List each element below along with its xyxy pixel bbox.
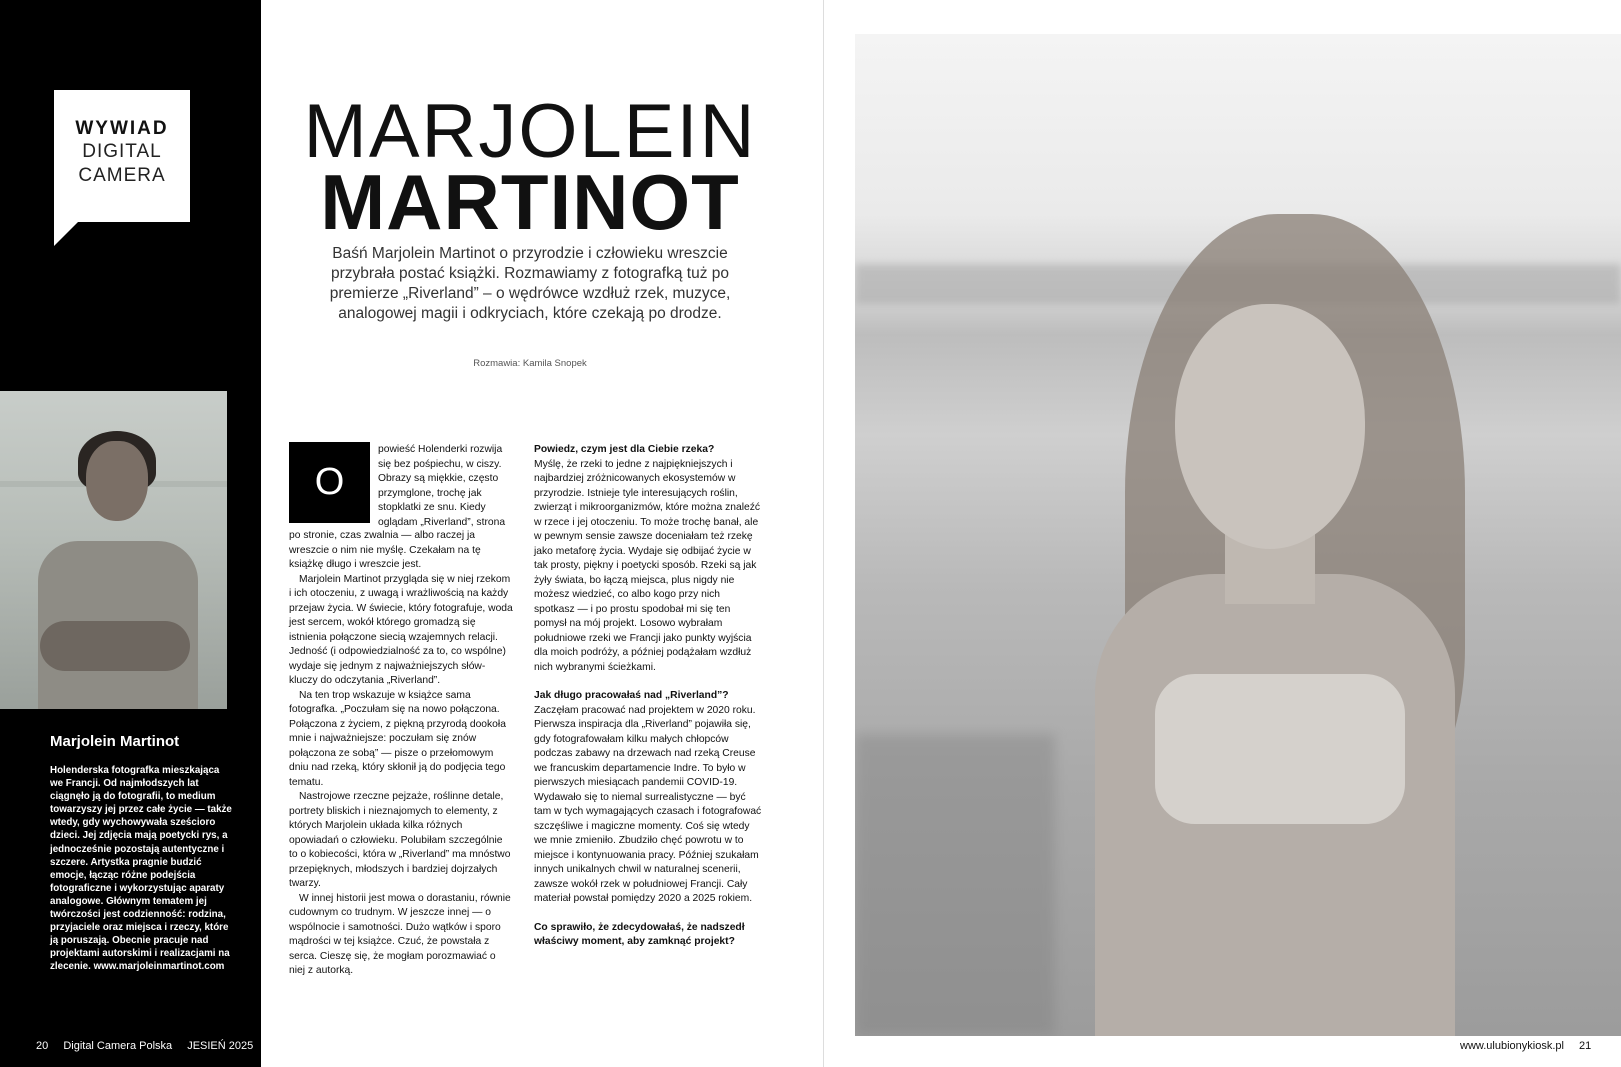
- featured-photo: [855, 34, 1621, 1036]
- photo-foreground-plants: [855, 734, 1055, 1036]
- footer-left: [36, 1040, 253, 1052]
- drop-cap-box: [289, 442, 370, 523]
- portrait-crossed-arms: [40, 621, 190, 671]
- column1-body: [289, 529, 513, 979]
- column2-body: [534, 443, 762, 950]
- interview-question: Jak długo pracowałaś nad „Riverland”?: [534, 690, 729, 701]
- lead-paragraph: Baśń Marjolein Martinot o przyrodzie i człowieku wreszcie przybrała postać książki. Rozmawiamy z fotografką tuż po premierze „Riverland” – o wędrówce wzdłuż rzek, muzyce, analogowej magii i odkryciach, które czekają po drodze.: [329, 245, 731, 322]
- footer-url: www.ulubionykiosk.pl: [1460, 1040, 1564, 1052]
- column1-paragraph: po stronie, czas zwalnia — albo raczej ja wreszcie o nim nie myślę. Czekałam na tę książkę długo i wreszcie jest.: [289, 530, 481, 570]
- page-number-left: 20: [36, 1040, 49, 1052]
- footer-right: [1460, 1040, 1591, 1052]
- column1-intro: powieść Holenderki rozwija się bez pośpiechu, w ciszy. Obrazy są miękkie, często przymglone, trochę jak stopklatki ze snu. Kiedy oglądam „Riverland”, strona: [378, 444, 506, 528]
- column1-paragraph: Marjolein Martinot przygląda się w niej rzekom i ich otoczeniu, z uwagą i wrażliwością na każdy przejaw życia. W świecie, który fotografuje, woda jest sercem, wokół którego gromadzą się istnienia połączone siecią wzajemnych relacji. Jedność (i odpowiedzialność za to, co wspólne) wydaje się jednym z najważniejszych słów-kluczy do odczytania „Riverland”.: [289, 573, 513, 686]
- author-portrait-photo: [0, 391, 227, 709]
- column1-paragraph: Nastrojowe rzeczne pejzaże, roślinne detale, portrety bliskich i nieznajomych to elementy, z których Marjolein układa kilka różnych opowiadań o człowieku. Polubiłam szczególnie to o kobiecości, która w „Riverland” ma mnóstwo przepięknych, młodszych i bardziej dojrzałych twarzy.: [289, 791, 511, 889]
- drop-cap-letter: O: [314, 461, 345, 503]
- interview-question: Powiedz, czym jest dla Ciebie rzeka?: [534, 444, 715, 455]
- column1-paragraph: Na ten trop wskazuje w książce sama fotografka. „Poczułam się na nowo połączona. Połączona z życiem, z piękną przyrodą dookoła mnie i najważniejsze: poczułam się znów połączona ze sobą” — pisze o przełomowym dniu nad rzeką, który skłonił ją do podjęcia tego tematu.: [289, 689, 506, 788]
- interview-question: Co sprawiło, że zdecydowałaś, że nadszedł właściwy moment, aby zamknąć projekt?: [534, 921, 745, 947]
- article-title-line1: MARJOLEIN: [303, 89, 757, 174]
- section-tag-line3: CAMERA: [78, 165, 166, 186]
- page-number-right: 21: [1579, 1040, 1592, 1052]
- interview-answer: Myślę, że rzeki to jedne z najpiękniejszych i najbardziej zróżnicowanych ekosystemów w przyrodzie. Istnieje tyle interesujących roślin, zwierząt i mikroorganizmów, które można znaleźć w rzece i jej otoczeniu. To może trochę banał, ale w pewnym sensie zawsze doceniałam też rzekę jako metaforę życia. Wydaje się odbijać życie w tak prosty, piękny i poetycki sposób. Rzeki są jak żyły świata, bo łączą miejsca, plus nigdy nie możesz wiedzieć, co albo kogo przy nich spotkasz — i po prostu spodobał mi się ten pomysł na mój projekt. Losowo wybrałam południowe rzeki we Francji jako punkty wyjścia dla moich podróży, a później podążałam wzdłuż nich wybranymi ścieżkami.: [534, 458, 761, 673]
- page-spine: [823, 0, 824, 1067]
- interview-answer: Zaczęłam pracować nad projektem w 2020 roku. Pierwsza inspiracja dla „Riverland” pojawiła się, gdy fotografowałam kilku małych chłopców podczas zabawy na drzewach nad rzeką Creuse we francuskim departamencie Indre. To było w pierwszych miesiącach pandemii COVID-19. Wydawało się to niemal surrealistyczne — być tam w tych wymagających czasach i fotografować szczęśliwe i magiczne momenty. Coś się wtedy we mnie zmieniło. Zbudziło chęć powrotu w to miejsce i kontynuowania pracy. Później szukałam innych unikalnych chwil w naturalnej scenerii, zawsze wokół rzek w południowej Francji. Cały materiał powstał pomiędzy 2020 a 2025 rokiem.: [534, 704, 762, 904]
- photo-top-garment: [1155, 674, 1405, 824]
- speech-bubble-tail: [54, 220, 80, 246]
- section-tag: [54, 90, 190, 222]
- article-title-line2: MARTINOT: [320, 158, 740, 246]
- photo-face: [1175, 304, 1365, 549]
- portrait-face: [86, 441, 148, 521]
- section-tag-line1: WYWIAD: [75, 118, 169, 139]
- issue-label: JESIEŃ 2025: [187, 1040, 254, 1052]
- bio-text: Holenderska fotografka mieszkająca we Francji. Od najmłodszych lat ciągnęło ją do fotografii, to medium towarzyszy jej przez całe życie — także wtedy, gdy wychowywała sześcioro dzieci. Jej zdjęcia mają poetycki rys, a jednocześnie pozostają autentyczne i szczere. Artystka pragnie budzić emocje, łącząc różne podejścia fotograficzne i wykorzystując aparaty analogowe. Głównym tematem jej twórczości jest codzienność: rodzina, przyjaciele oraz miejsca i rzeczy, które ją poruszają. Obecnie pracuje nad projektami autorskimi i realizacjami na zlecenie. www.marjoleinmartinot.com: [50, 765, 232, 973]
- byline: Rozmawia: Kamila Snopek: [473, 358, 587, 369]
- section-tag-line2: DIGITAL: [82, 141, 162, 162]
- bio-name: Marjolein Martinot: [50, 733, 180, 750]
- column1-paragraph: W innej historii jest mowa o dorastaniu, równie cudownym co trudnym. W jeszcze innej — o wspólnocie i samotności. Dużo wątków i sporo mądrości w tej książce. Czuć, że powstała z serca. Cieszę się, że mogłam porozmawiać o niej z autorką.: [289, 892, 511, 976]
- magazine-name: Digital Camera Polska: [63, 1040, 173, 1052]
